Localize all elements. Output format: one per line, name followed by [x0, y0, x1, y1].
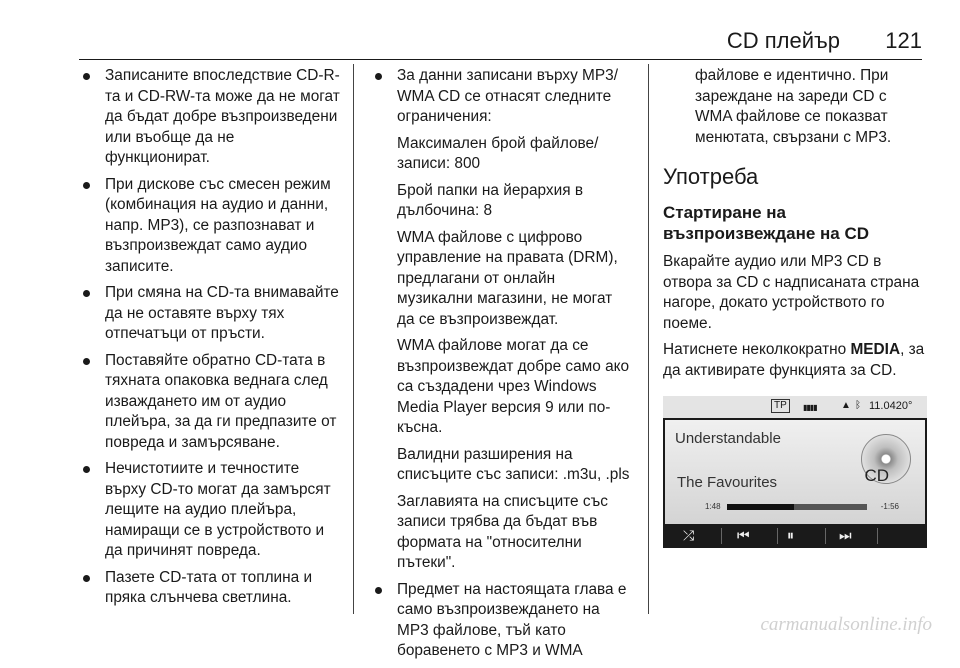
list-item: При смяна на CD-та внимавайте да не оставяте върху тях отпечатъци от пръсти. — [78, 283, 340, 345]
section-title: Употреба — [663, 164, 759, 189]
control-divider — [721, 528, 722, 544]
instruction-paragraph: Вкарайте аудио или MP3 CD в отвора за CD с надписаната страна нагоре, докато устройството го поеме. — [663, 253, 920, 332]
bullet-list — [370, 580, 634, 662]
instruction-paragraph — [663, 340, 927, 381]
control-divider — [777, 528, 778, 544]
bluetooth-icon: ᛒ — [855, 400, 861, 411]
column-2 — [370, 66, 634, 668]
previous-icon[interactable]: ⏮ — [737, 527, 750, 543]
restriction-paragraph: Валидни разширения на списъците със записи: .m3u, .pls — [397, 445, 630, 483]
list-item: Предмет на настоящата глава е само възпроизвеждането на MP3 файлове, тъй като боравенето с MP3 и WMA — [370, 580, 634, 662]
remaining-time: -1:56 — [880, 502, 899, 511]
list-item: Нечистотиите и течностите върху CD-то могат да замърсят лещите на аудио плейъра, намиращи се в устройството и да причинят повреда. — [78, 459, 340, 562]
restriction-paragraph: Брой папки на йерархия в дълбочина: 8 — [397, 181, 584, 219]
signal-icon: ▲ — [841, 400, 851, 411]
page-title: CD плейър — [726, 28, 840, 53]
column-1 — [78, 66, 340, 615]
bullet-list — [370, 66, 634, 128]
restriction-paragraph: WMA файлове с цифрово управление на правата (DRM), предлагани от онлайн музикални магазини, не могат да се възпроизвеждат. — [397, 228, 618, 328]
now-playing-panel — [665, 420, 925, 524]
column-3 — [663, 66, 927, 387]
column-divider — [648, 64, 649, 614]
artist-name: The Favourites — [677, 474, 778, 491]
restriction-paragraph: WMA файлове могат да се възпроизвеждат добре само ако са създадени чрез Windows Media Player версия 9 или по-късна. — [397, 337, 630, 436]
next-icon[interactable]: ⏭ — [839, 527, 852, 543]
subsection-title: Стартиране на възпроизвеждане на CD — [663, 203, 870, 243]
list-item: Записаните впоследствие CD-R-та и CD-RW-та може да не могат да бъдат добре възпроизведени или въобще да не функционират. — [78, 66, 340, 169]
column-divider — [353, 64, 354, 614]
playback-controls — [663, 524, 927, 548]
watermark: carmanualsonline.info — [760, 614, 932, 635]
pause-icon[interactable]: ⏸ — [787, 527, 794, 543]
tp-badge: TP — [771, 399, 790, 413]
list-item: При дискове със смесен режим (комбинация на аудио и данни, напр. MP3), се разпознават и възпроизвеждат само аудио записите. — [78, 175, 340, 278]
status-bar — [663, 396, 927, 418]
cd-player-screenshot — [663, 396, 927, 548]
continued-paragraph: файлове е идентично. При зареждане на зареди CD с WMA файлове се показват менютата, свързани с MP3. — [695, 67, 892, 146]
source-label: CD — [864, 466, 889, 485]
instruction-text: , за да активирате функцията за CD. — [663, 341, 925, 379]
time-value: 11.04 — [869, 400, 896, 412]
progress-fill — [727, 504, 794, 510]
page-number: 121 — [885, 28, 922, 53]
restriction-paragraph: Максимален брой файлове/ записи: 800 — [397, 134, 599, 172]
page-header — [0, 28, 960, 58]
progress-bar — [727, 504, 867, 510]
header-rule — [79, 59, 922, 60]
restriction-paragraph: Заглавията на списъците със записи трябва да бъдат във формата на "относителни пътеки". — [397, 492, 608, 571]
status-clock — [869, 400, 912, 412]
control-divider — [877, 528, 878, 544]
list-item: Поставяйте обратно CD-тата в тяхната опаковка веднага след изваждането им от аудио плейъра, за да ги предпазите от повреда и замърсяване. — [78, 351, 340, 454]
track-title: Understandable — [675, 430, 781, 447]
media-button-label: MEDIA — [850, 341, 901, 358]
temperature-value: 20° — [895, 400, 913, 412]
list-item: Пазете CD-тата от топлина и пряка слънчева светлина. — [78, 568, 340, 609]
control-divider — [825, 528, 826, 544]
bullet-list — [78, 66, 340, 609]
instruction-text: Натиснете неколкократно — [663, 341, 851, 358]
elapsed-time: 1:48 — [705, 502, 721, 511]
battery-icon: ▮▮▮▮ — [803, 403, 817, 412]
list-item: За данни записани върху MP3/ WMA CD се отнасят следните ограничения: — [370, 66, 634, 128]
shuffle-icon[interactable]: ⤮ — [683, 527, 695, 543]
